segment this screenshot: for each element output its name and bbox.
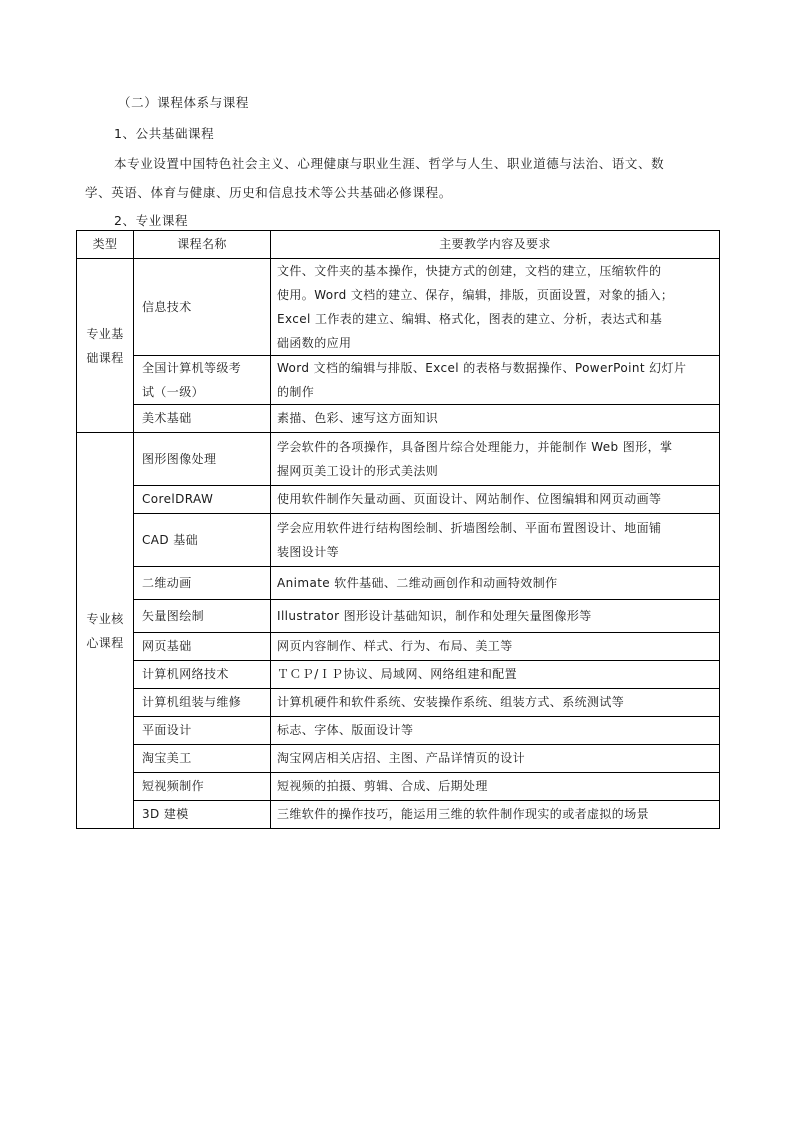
course-content: 三维软件的操作技巧，能运用三维的软件制作现实的或者虚拟的场景 xyxy=(271,801,720,829)
course-content: ＴＣＰ/ＩＰ协议、局域网、网络组建和配置 xyxy=(271,661,720,689)
table-row xyxy=(77,773,720,801)
course-content: Illustrator 图形设计基础知识，制作和处理矢量图像形等 xyxy=(271,600,720,633)
table-row xyxy=(77,405,720,433)
table-row xyxy=(77,745,720,773)
table-row xyxy=(77,661,720,689)
group-type-core: 专业核 心课程 xyxy=(77,433,134,829)
course-name: 平面设计 xyxy=(134,717,271,745)
course-content: 使用软件制作矢量动画、页面设计、网站制作、位图编辑和网页动画等 xyxy=(271,486,720,514)
course-content: 网页内容制作、样式、行为、布局、美工等 xyxy=(271,633,720,661)
table-row xyxy=(77,689,720,717)
course-content: Word 文档的编辑与排版、Excel 的表格与数据操作、PowerPoint 幻灯片 的制作 xyxy=(271,356,720,405)
table-row xyxy=(77,801,720,829)
header-content: 主要教学内容及要求 xyxy=(271,231,720,259)
course-content: 文件、文件夹的基本操作，快捷方式的创建，文档的建立，压缩软件的 使用。Word 文档的建立、保存，编辑，排版，页面设置，对象的插入； Excel 工作表的建立、编辑、格式化，图表的建立、分析，表达式和基 础函数的应用 xyxy=(271,259,720,356)
table-row xyxy=(77,486,720,514)
course-name: 淘宝美工 xyxy=(134,745,271,773)
course-name: 计算机组装与维修 xyxy=(134,689,271,717)
course-name: 网页基础 xyxy=(134,633,271,661)
course-name: 短视频制作 xyxy=(134,773,271,801)
course-content: 学会应用软件进行结构图绘制、折墙图绘制、平面布置图设计、地面铺 装图设计等 xyxy=(271,514,720,567)
table-row xyxy=(77,514,720,567)
table-row xyxy=(77,259,720,356)
section-heading: （二）课程体系与课程 xyxy=(118,95,250,110)
course-content: 淘宝网店相关店招、主图、产品详情页的设计 xyxy=(271,745,720,773)
major-courses-title: 2、专业课程 xyxy=(114,213,189,228)
table-row xyxy=(77,600,720,633)
course-content: 短视频的拍摄、剪辑、合成、后期处理 xyxy=(271,773,720,801)
course-name: 美术基础 xyxy=(134,405,271,433)
table-row xyxy=(77,567,720,600)
public-courses-paragraph-line2: 学、英语、体育与健康、历史和信息技术等公共基础必修课程。 xyxy=(85,185,452,200)
course-content: Animate 软件基础、二维动画创作和动画特效制作 xyxy=(271,567,720,600)
course-content: 素描、色彩、速写这方面知识 xyxy=(271,405,720,433)
header-type: 类型 xyxy=(77,231,134,259)
course-name: 计算机网络技术 xyxy=(134,661,271,689)
group-type-foundation: 专业基 础课程 xyxy=(77,259,134,433)
table-row xyxy=(77,633,720,661)
course-content: 计算机硬件和软件系统、安装操作系统、组装方式、系统测试等 xyxy=(271,689,720,717)
course-name: CAD 基础 xyxy=(134,514,271,567)
course-content: 标志、字体、版面设计等 xyxy=(271,717,720,745)
header-course-name: 课程名称 xyxy=(134,231,271,259)
table-row xyxy=(77,433,720,486)
course-name: 矢量图绘制 xyxy=(134,600,271,633)
course-table xyxy=(76,230,720,829)
course-name: 3D 建模 xyxy=(134,801,271,829)
course-content: 学会软件的各项操作，具备图片综合处理能力，并能制作 Web 图形，掌 握网页美工设计的形式美法则 xyxy=(271,433,720,486)
public-courses-paragraph-line1: 本专业设置中国特色社会主义、心理健康与职业生涯、哲学与人生、职业道德与法治、语文、数 xyxy=(114,156,665,171)
public-courses-title: 1、公共基础课程 xyxy=(114,126,215,141)
course-name: 信息技术 xyxy=(134,259,271,356)
course-name: 图形图像处理 xyxy=(134,433,271,486)
table-row xyxy=(77,717,720,745)
course-name: CorelDRAW xyxy=(134,486,271,514)
course-name: 全国计算机等级考 试（一级） xyxy=(134,356,271,405)
course-name: 二维动画 xyxy=(134,567,271,600)
table-row xyxy=(77,356,720,405)
table-header-row xyxy=(77,231,720,259)
